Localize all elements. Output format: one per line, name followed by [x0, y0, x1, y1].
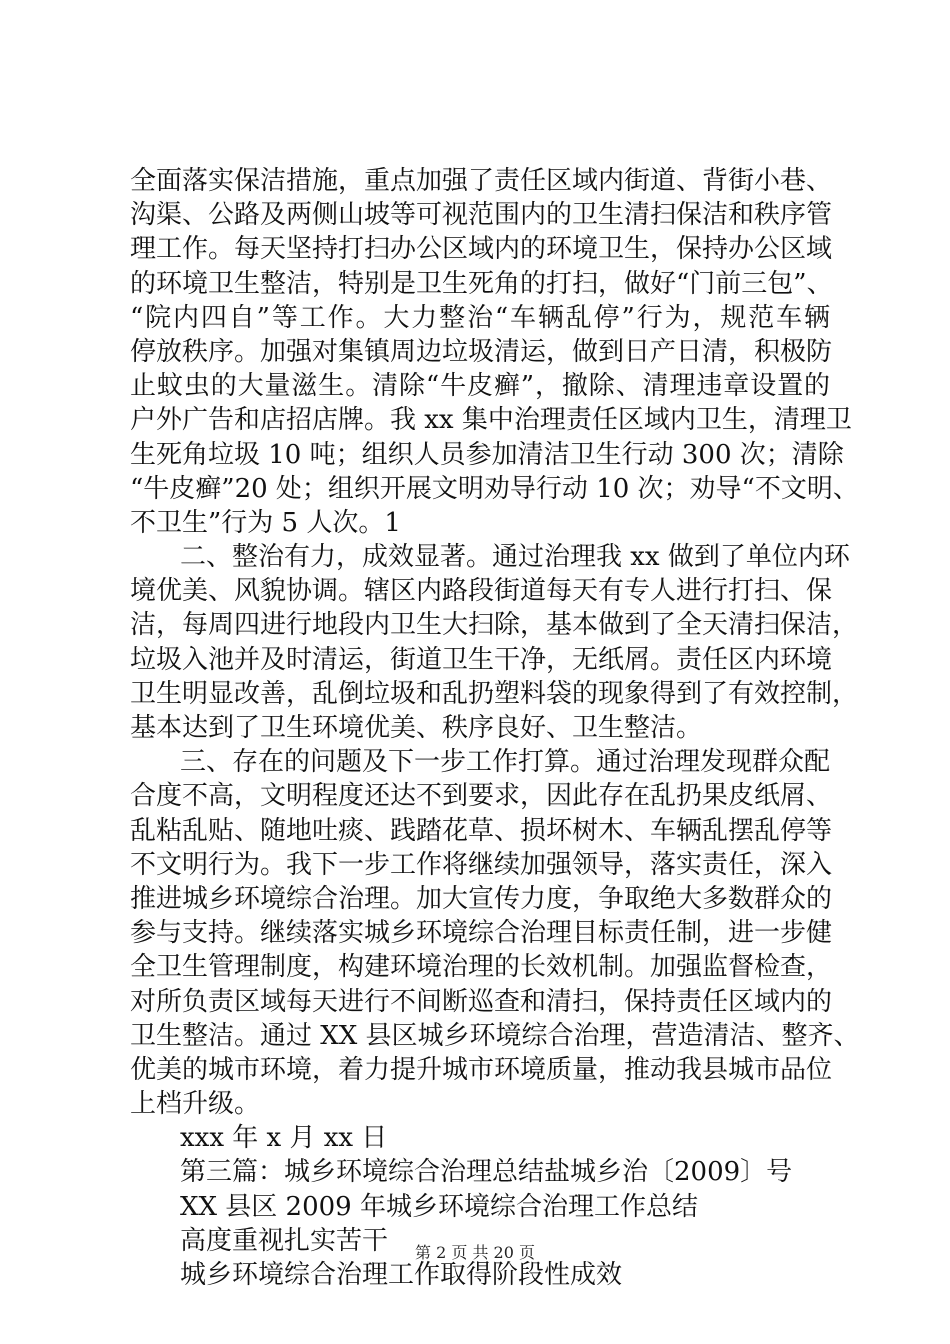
text-line: 合度不高，文明程度还达不到要求，因此存在乱扔果皮纸屑、 — [130, 781, 833, 812]
date-line: xxx 年 x 月 xx 日 — [180, 1123, 388, 1154]
text-line: 参与支持。继续落实城乡环境综合治理目标责任制，进一步健 — [130, 918, 833, 949]
section-title: 第三篇：城乡环境综合治理总结盐城乡治〔2009〕号 — [180, 1157, 793, 1188]
text-line: 基本达到了卫生环境优美、秩序良好、卫生整洁。 — [130, 713, 703, 743]
text-line: 停放秩序。加强对集镇周边垃圾清运，做到日产日清，积极防 — [130, 336, 833, 367]
text-line: 沟渠、公路及两侧山坡等可视范围内的卫生清扫保洁和秩序管 — [130, 200, 833, 231]
text-line: 不文明行为。我下一步工作将继续加强领导，落实责任，深入 — [130, 849, 833, 880]
report-subtitle: 城乡环境综合治理工作取得阶段性成效 — [180, 1260, 623, 1290]
text-line: 全卫生管理制度，构建环境治理的长效机制。加强监督检查， — [130, 952, 833, 983]
report-subtitle: 高度重视扎实苦干 — [180, 1225, 389, 1256]
text-line: 洁，每周四进行地段内卫生大扫除，基本做到了全天清扫保洁， — [130, 610, 859, 641]
text-line: 乱粘乱贴、随地吐痰、践踏花草、损坏树木、车辆乱摆乱停等 — [130, 815, 833, 846]
paragraph-heading-line: 三、存在的问题及下一步工作打算。通过治理发现群众配 — [180, 747, 831, 778]
text-line: 止蚊虫的大量滋生。清除“牛皮癣”，撤除、清理违章设置的 — [130, 371, 830, 402]
document-body — [130, 164, 860, 1292]
page-footer: 第 2 页 共 20 页 — [415, 1243, 535, 1262]
text-line: 推进城乡环境综合治理。加大宣传力度，争取绝大多数群众的 — [130, 883, 833, 914]
text-line: 卫生整洁。通过 XX 县区城乡环境综合治理，营造清洁、整齐、 — [130, 1020, 860, 1051]
text-line: 生死角垃圾 10 吨；组织人员参加清洁卫生行动 300 次；清除 — [130, 439, 844, 470]
text-line: “牛皮癣”20 处；组织开展文明劝导行动 10 次；劝导“不文明、 — [130, 473, 859, 504]
text-line: 理工作。每天坚持打扫办公区域内的环境卫生，保持办公区域 — [130, 234, 833, 265]
text-line: 对所负责区域每天进行不间断巡查和清扫，保持责任区域内的 — [130, 986, 833, 1017]
paragraph-heading-line: 二、整治有力，成效显著。通过治理我 xx 做到了单位内环 — [180, 542, 850, 573]
text-line: 不卫生”行为 5 人次。1 — [130, 507, 401, 538]
text-line: “院内四自”等工作。大力整治“车辆乱停”行为，规范车辆 — [130, 302, 830, 333]
text-line: 户外广告和店招店牌。我 xx 集中治理责任区域内卫生，清理卫 — [130, 405, 852, 436]
text-line: 全面落实保洁措施，重点加强了责任区域内街道、背街小巷、 — [130, 166, 833, 196]
text-line: 的环境卫生整洁，特别是卫生死角的打扫，做好“门前三包”、 — [130, 268, 833, 299]
text-line: 境优美、风貌协调。辖区内路段街道每天有专人进行打扫、保 — [130, 576, 833, 607]
text-line: 上档升级。 — [130, 1089, 261, 1120]
text-line: 垃圾入池并及时清运，街道卫生干净，无纸屑。责任区内环境 — [130, 644, 833, 675]
text-line: 优美的城市环境，着力提升城市环境质量，推动我县城市品位 — [130, 1054, 833, 1085]
report-title: XX 县区 2009 年城乡环境综合治理工作总结 — [180, 1191, 698, 1222]
text-line: 卫生明显改善，乱倒垃圾和乱扔塑料袋的现象得到了有效控制， — [130, 678, 859, 709]
